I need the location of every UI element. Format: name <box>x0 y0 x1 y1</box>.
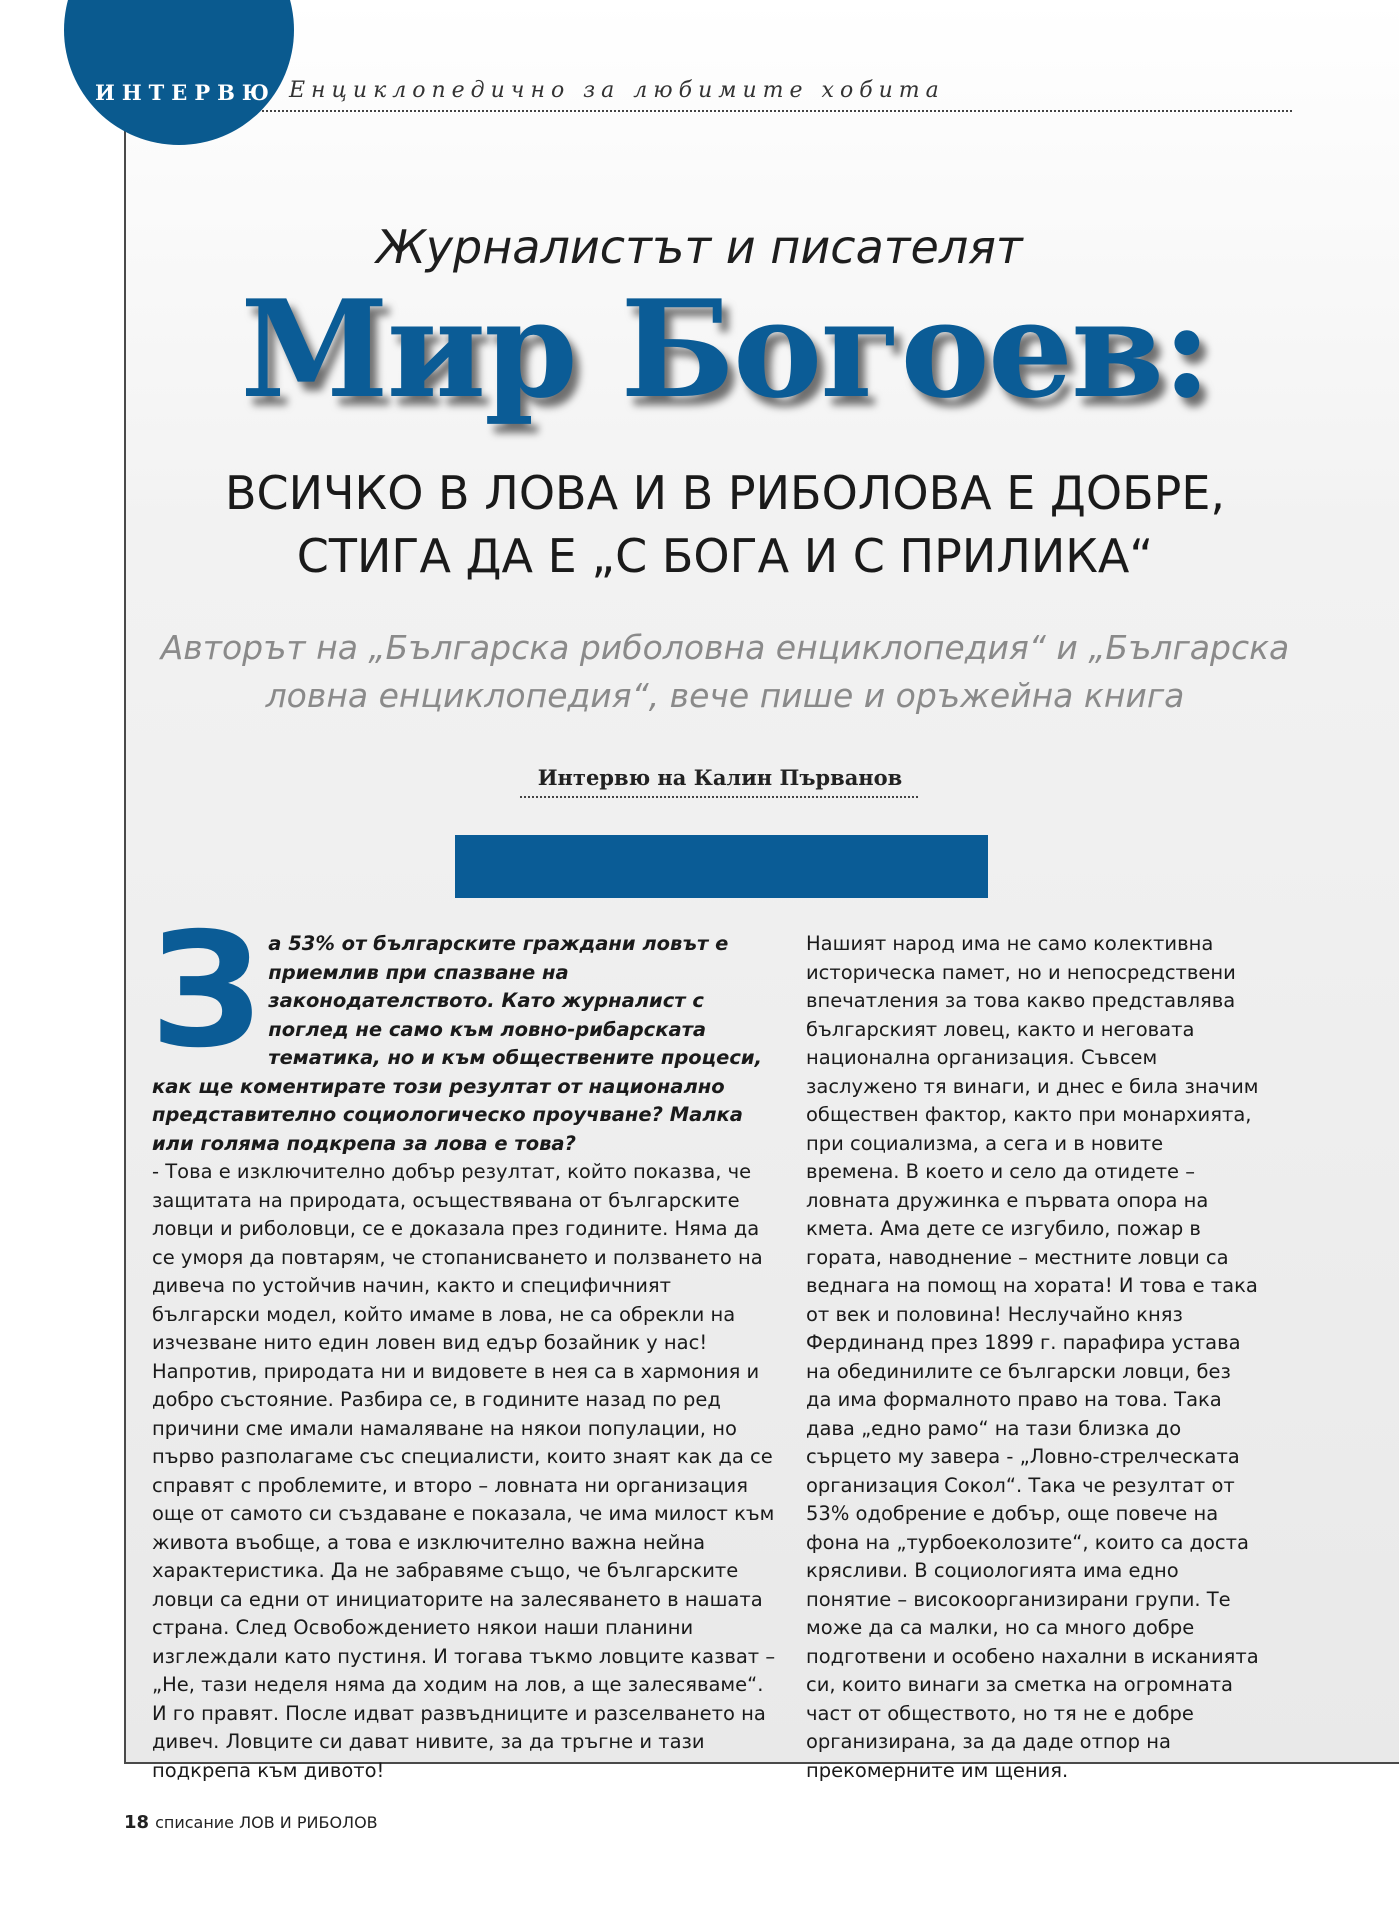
deck-line-2: ловна енциклопедия“, вече пише и оръжейна книга <box>265 676 1185 715</box>
page-number: 18 <box>124 1812 150 1833</box>
headline-line-1: ВСИЧКО В ЛОВА И В РИБОЛОВА Е ДОБРЕ, <box>224 466 1226 520</box>
headline-line-2: СТИГА ДА Е „С БОГА И С ПРИЛИКА“ <box>296 529 1154 583</box>
article-column-2 <box>806 930 1261 1785</box>
byline-dotted-rule <box>520 796 918 798</box>
article-column-1 <box>150 899 778 1785</box>
byline: Интервю на Калин Първанов <box>537 765 903 790</box>
header-dotted-rule <box>262 110 1292 112</box>
decorative-blue-bar <box>455 835 988 898</box>
deck <box>0 624 1399 720</box>
deck-line-1: Авторът на „Българска риболовна енциклопедия“ и „Българска <box>160 628 1290 667</box>
headline <box>0 462 1399 588</box>
interview-question: а 53% от българските граждани ловът е приемлив при спазване на законодателството. Като журналист с поглед не само към ловно-рибарската тематика, но и към обществените процеси, как ще коментирате този резултат от национално представително социологическо проучване? Малка или голяма подкрепа за лова е това? <box>152 932 762 1155</box>
interviewee-name: Мир Богоев: <box>240 270 1210 428</box>
page-footer <box>124 1812 378 1833</box>
magazine-name: списание ЛОВ И РИБОЛОВ <box>155 1813 378 1832</box>
answer-column-1: - Това е изключително добър резултат, който показва, че защитата на природата, осъществявана от българските ловци и риболовци, се е доказала през годините. Няма да се уморя да повтарям, че стопанисването и ползването на дивеча по устойчив начин, както и специфичният български модел, който имаме в лова, не са обрекли на изчезване нито един ловен вид едър бозайник у нас! Напротив, природата ни и видовете в нея са в хармония и добро състояние. Разбира се, в годините назад по ред причини сме имали намаляване на някои популации, но първо разполагаме със специалисти, които знаят как да се справят с проблемите, и второ – ловната ни организация още от самото си създаване е показала, че има милост към живота въобще, а това е изключително важна нейна характеристика. Да не забравяме също, че българските ловци са едни от инициаторите на залесяването в нашата страна. След Освобождението някои наши планини изглеждали като пустиня. И тогава тъкмо ловците казват – „Не, тази неделя няма да ходим на лов, а ще залесяваме“. И го правят. После идват развъдниците и разселването на дивеч. Ловците си дават нивите, за да тръгне и тази подкрепа към дивото! <box>152 1160 776 1782</box>
answer-column-2: Нашият народ има не само колективна историческа памет, но и непосредствени впечатления за това какво представлява българският ловец, както и неговата национална организация. Съвсем заслужено тя винаги, и днес е била значим обществен фактор, както при монархията, при социализма, а сега и в новите времена. В което и село да отидете – ловната дружинка е първата опора на кмета. Ама дете се изгубило, пожар в гората, наводнение – местните ловци са веднага на помощ на хората! И това е така от век и половина! Неслучайно княз Фердинанд през 1899 г. парафира устава на обединилите се български ловци, без да има формалното право на това. Така дава „едно рамо“ на тази близка до сърцето му завера - „Ловно-стрелческата организация Сокол“. Така че резултат от 53% одобрение е добър, още повече на фона на „турбоеколозите“, които са доста крясливи. В социологията има едно понятие – високоорганизирани групи. Те може да са малки, но са много добре подготвени и особено нахални в исканията си, които винаги за сметка на огромната част от обществото, но тя не е добре организирана, за да даде отпор на прекомерните им щения. <box>806 932 1259 1782</box>
title-overline: Журналистът и писателят <box>376 220 1023 274</box>
section-label: ИНТЕРВЮ <box>95 80 276 105</box>
drop-cap: З <box>150 899 263 1083</box>
header-tagline: Енциклопедично за любимите хобита <box>289 78 945 103</box>
